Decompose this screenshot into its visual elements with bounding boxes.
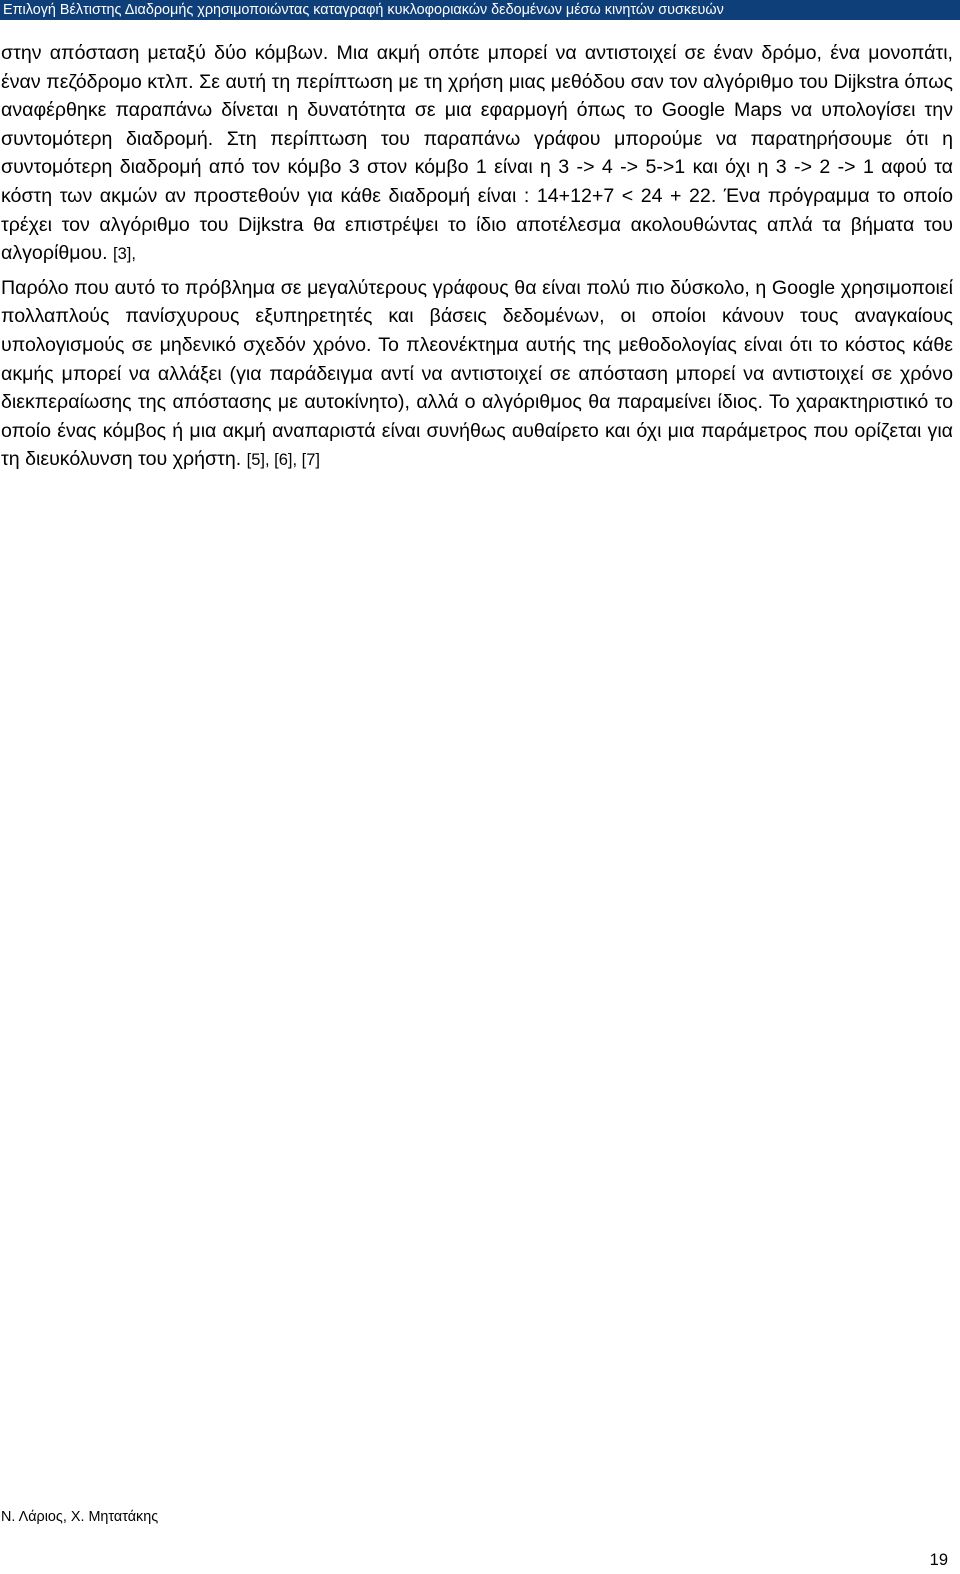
citation-refs: [3], [113,245,136,264]
page-number: 19 [929,1551,948,1569]
paragraph-google-servers [1,274,953,475]
paragraph-text: στην απόσταση μεταξύ δύο κόμβων. Μια ακμή οπότε μπορεί να αντιστοιχεί σε έναν δρόμο, ένα μονοπάτι, έναν πεζόδρομο κτλπ. Σε αυτή τη περίπτωση με τη χρήση μιας μεθόδου σαν τον αλγόριθμο του Dijkstra όπως αναφέρθηκε παραπάνω δίνεται η δυνατότητα σε μια εφαρμογή όπως το Google Maps να υπολογίσει την συντομότερη διαδρομή. Στη περίπτωση του παραπάνω γράφου μπορούμε να παρατηρήσουμε ότι η συντομότερη διαδρομή από τον κόμβο 3 στον κόμβο 1 είναι η 3 -> 4 -> 5->1 και όχι η 3 -> 2 -> 1 αφού τα κόστη των ακμών αν προστεθούν για κάθε διαδρομή είναι : 14+12+7 < 24 + 22. Ένα πρόγραμμα το οποίο τρέχει τον αλγόριθμο του Dijkstra θα επιστρέψει το ίδιο αποτέλεσμα ακολουθώντας απλά τα βήματα του αλγορίθμου. [1,42,953,265]
running-header [0,0,960,20]
paragraph-dijkstra-example [1,39,953,269]
body-text [1,39,953,475]
footer-authors: Ν. Λάριος, Χ. Μητατάκης [1,1509,159,1525]
running-header-title: Επιλογή Βέλτιστης Διαδρομής χρησιμοποιώντας καταγραφή κυκλοφοριακών δεδομένων μέσω κινητών συσκευών [3,2,724,18]
citation-refs: [5], [6], [7] [246,451,320,470]
paragraph-text: Παρόλο που αυτό το πρόβλημα σε μεγαλύτερους γράφους θα είναι πολύ πιο δύσκολο, η Google χρησιμοποιεί πολλαπλούς πανίσχυρους εξυπηρετητές και βάσεις δεδομένων, οι οποίοι κάνουν τους αναγκαίους υπολογισμούς σε μηδενικό σχεδόν χρόνο. Το πλεονέκτημα αυτής της μεθοδολογίας είναι ότι το κόστος κάθε ακμής μπορεί να αλλάξει (για παράδειγμα αντί να αντιστοιχεί σε απόσταση μπορεί να αντιστοιχεί σε χρόνο διεκπεραίωσης της απόστασης με αυτοκίνητο), αλλά ο αλγόριθμος θα παραμείνει ίδιος. Το χαρακτηριστικό το οποίο ένας κόμβος ή μια ακμή αναπαριστά είναι συνήθως αυθαίρετο και όχι μια παράμετρος που ορίζεται για τη διευκόλυνση του χρήστη. [1,276,953,471]
